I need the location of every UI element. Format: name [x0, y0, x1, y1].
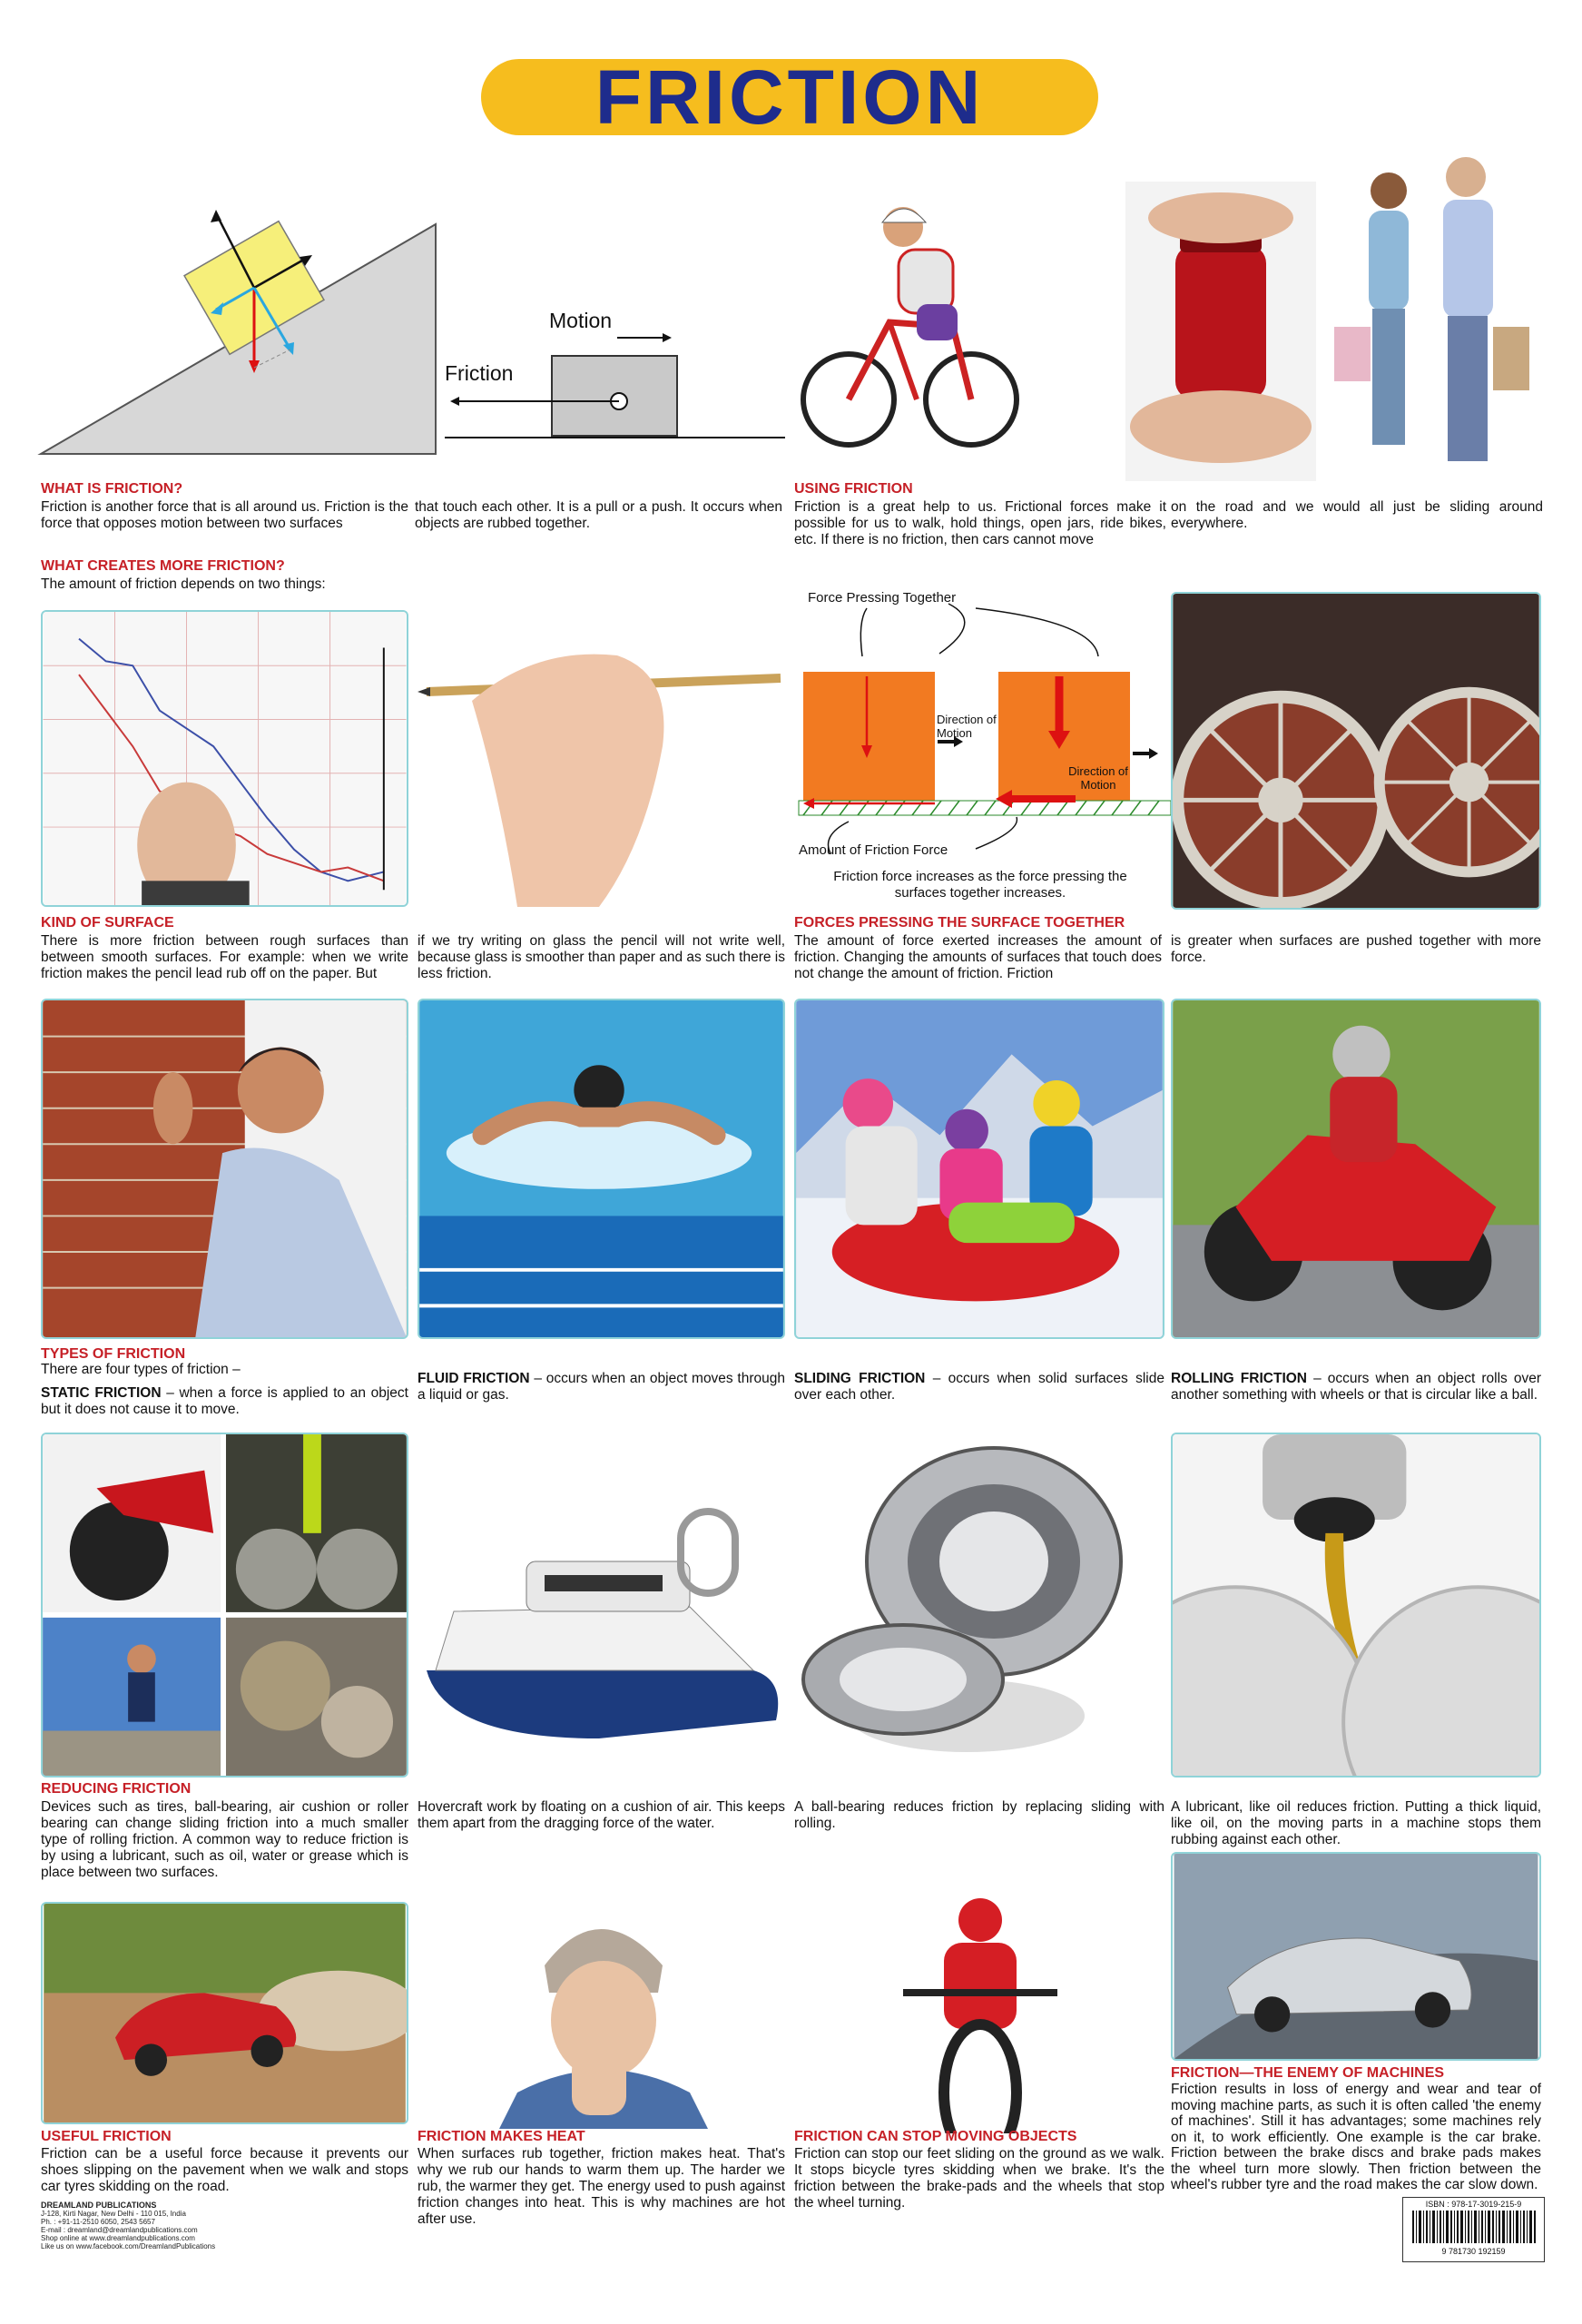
forces-pressing-text-1: The amount of force exerted increases the amount of friction. Changing the amounts of surfaces that touch does not change the amount of friction. Friction	[794, 933, 1162, 981]
friction-makes-heat-heading: FRICTION MAKES HEAT	[418, 2129, 585, 2144]
pencil-hand-image	[418, 610, 785, 907]
hovercraft-image	[418, 1475, 785, 1748]
fluid-friction-label: FLUID FRICTION	[418, 1371, 530, 1386]
train-wheels-image	[1171, 592, 1541, 910]
what-is-friction-text-1: Friction is another force that is all around us. Friction is the force that opposes motion between two surfaces	[41, 499, 408, 531]
publisher-address: J-128, Kirti Nagar, New Delhi - 110 015, India	[41, 2210, 186, 2218]
swimmer-image	[418, 999, 785, 1339]
lubricant-text: A lubricant, like oil reduces friction. Putting a thick liquid, like oil, on the moving parts in a machine stops them rubbing against each other.	[1171, 1799, 1541, 1847]
bicycle-rider-image	[794, 1884, 1164, 2133]
reducing-friction-heading: REDUCING FRICTION	[41, 1781, 192, 1797]
barcode-icon	[1410, 2211, 1538, 2247]
useful-friction-heading: USEFUL FRICTION	[41, 2129, 172, 2144]
silver-car-image	[1171, 1852, 1541, 2061]
kind-of-surface-text-2: if we try writing on glass the pencil will not write well, because glass is smoother than paper and as such there is less friction.	[418, 933, 785, 981]
static-friction-label: STATIC FRICTION	[41, 1385, 162, 1401]
rolling-friction-label: ROLLING FRICTION	[1171, 1371, 1307, 1386]
ball-bearing-text: A ball-bearing reduces friction by replacing sliding with rolling.	[794, 1799, 1164, 1831]
cyclist-image	[799, 186, 1021, 463]
sliding-friction-label: SLIDING FRICTION	[794, 1371, 926, 1386]
sliding-friction-desc: – occurs when solid surfaces slide over each other.	[794, 1371, 1164, 1403]
what-creates-text: The amount of friction depends on two things:	[41, 576, 326, 592]
man-pushing-wall-image	[41, 999, 408, 1339]
publisher-facebook: Like us on www.facebook.com/DreamlandPublications	[41, 2242, 216, 2250]
isbn-barcode	[1402, 2197, 1545, 2262]
friction-can-stop-text: Friction can stop our feet sliding on the ground as we walk. It stops bicycle tyres skidding when we brake. It's the friction between the brake-pads and the wheels that stop the wheel turning.	[794, 2146, 1164, 2211]
useful-friction-text: Friction can be a useful force because it prevents our shoes slipping on the pavement when we walk and stops car tyres skidding on the road.	[41, 2146, 408, 2194]
page-title: FRICTION	[594, 54, 985, 140]
oil-gears-image	[1171, 1433, 1541, 1777]
title-banner	[481, 54, 1098, 140]
motion-diagram	[445, 309, 790, 445]
types-of-friction-heading: TYPES OF FRICTION	[41, 1346, 186, 1362]
incline-diagram	[36, 204, 445, 458]
friction-label: Friction	[445, 361, 514, 385]
boy-rubbing-hands-image	[418, 1893, 785, 2129]
what-is-friction-text-2: that touch each other. It is a pull or a push. It occurs when objects are rubbed together.	[415, 499, 782, 531]
direction-of-motion-2: Direction of Motion	[1068, 764, 1128, 792]
sledding-image	[794, 999, 1164, 1339]
kind-of-surface-heading: KIND OF SURFACE	[41, 915, 174, 931]
static-friction-desc: – when a force is applied to an object but it does not cause it to move.	[41, 1385, 408, 1417]
friction-makes-heat-text: When surfaces rub together, friction makes heat. That's why we rub our hands to warm them up. The harder we rub, the warmer they get. The energy used to push against friction changes into heat. This is why machines are hot after use.	[418, 2146, 785, 2227]
what-is-friction-heading: WHAT IS FRICTION?	[41, 481, 183, 497]
rally-car-image	[41, 1902, 408, 2124]
static-friction-text	[41, 1385, 408, 1418]
enemy-of-machines-text: Friction results in loss of energy and wear and tear of moving machine parts, as such it is often called 'the enemy of machines'. Still it has advantages; some machines rely on it, to work efficiently. One example is the car brake. Friction between the brake discs and brake pads makes the wheel turn more slowly. Then friction between the wheel's rubber tyre and the road makes the car slow down.	[1171, 2082, 1541, 2192]
kind-of-surface-text-1: There is more friction between rough surfaces than between smooth surfaces. For example: when we write friction makes the pencil lead rub off on the paper. But	[41, 933, 408, 981]
sliding-friction-text	[794, 1371, 1164, 1403]
force-pressing-label: Force Pressing Together	[808, 590, 957, 606]
publisher-shop: Shop online at www.dreamlandpublications.com	[41, 2234, 195, 2242]
forces-pressing-heading: FORCES PRESSING THE SURFACE TOGETHER	[794, 915, 1125, 931]
motion-label: Motion	[549, 309, 613, 332]
hovercraft-text: Hovercraft work by floating on a cushion of air. This keeps them apart from the dragging force of the water.	[418, 1799, 785, 1831]
rolling-friction-text	[1171, 1371, 1541, 1403]
force-pressing-diagram	[794, 586, 1175, 912]
publisher-block	[41, 2201, 268, 2250]
reducing-friction-text: Devices such as tires, ball-bearing, air cushion or roller bearing can change sliding friction into a much smaller type of rolling friction. A common way to reduce friction is by using a lubricant, such as oil, water or grease which is place between two surfaces.	[41, 1799, 408, 1880]
rolling-friction-desc: – occurs when an object rolls over another something with wheels or that is circular like a ball.	[1171, 1371, 1541, 1403]
jar-image	[1125, 182, 1316, 481]
ball-bearing-image	[794, 1434, 1164, 1770]
using-friction-text-1: Friction is a great help to us. Frictional forces make it possible for us to walk, hold things, open jars, ride bikes, etc. If there is no friction, then cars cannot move	[794, 499, 1166, 547]
motorcycle-image	[1171, 999, 1541, 1339]
friction-force-caption: Friction force increases as the force pressing the surfaces together increases.	[833, 869, 1127, 901]
stock-chart-image	[41, 610, 408, 907]
isbn-number: ISBN : 978-17-3019-215-9	[1425, 2200, 1522, 2209]
using-friction-text-2: on the road and we would all just be sliding around everywhere.	[1171, 499, 1543, 531]
using-friction-heading: USING FRICTION	[794, 481, 913, 497]
reducing-collage-image	[41, 1433, 408, 1777]
shopping-couple-image	[1316, 145, 1543, 481]
forces-pressing-text-2: is greater when surfaces are pushed together with more force.	[1171, 933, 1541, 965]
publisher-name: DREAMLAND PUBLICATIONS	[41, 2201, 157, 2210]
barcode-number: 9 781730 192159	[1439, 2247, 1508, 2256]
friction-can-stop-heading: FRICTION CAN STOP MOVING OBJECTS	[794, 2129, 1077, 2144]
what-creates-heading: WHAT CREATES MORE FRICTION?	[41, 558, 285, 574]
types-of-friction-intro: There are four types of friction –	[41, 1362, 241, 1377]
fluid-friction-desc: – occurs when an object moves through a liquid or gas.	[418, 1371, 786, 1403]
fluid-friction-text	[418, 1371, 785, 1403]
enemy-of-machines-heading: FRICTION—THE ENEMY OF MACHINES	[1171, 2065, 1445, 2081]
direction-of-motion-1: Direction of Motion	[937, 713, 997, 740]
publisher-phone: Ph. : +91-11-2510 6050, 2543 5657	[41, 2218, 155, 2226]
publisher-email: E-mail : dreamland@dreamlandpublications.com	[41, 2226, 198, 2234]
amount-of-friction-label: Amount of Friction Force	[799, 842, 948, 858]
